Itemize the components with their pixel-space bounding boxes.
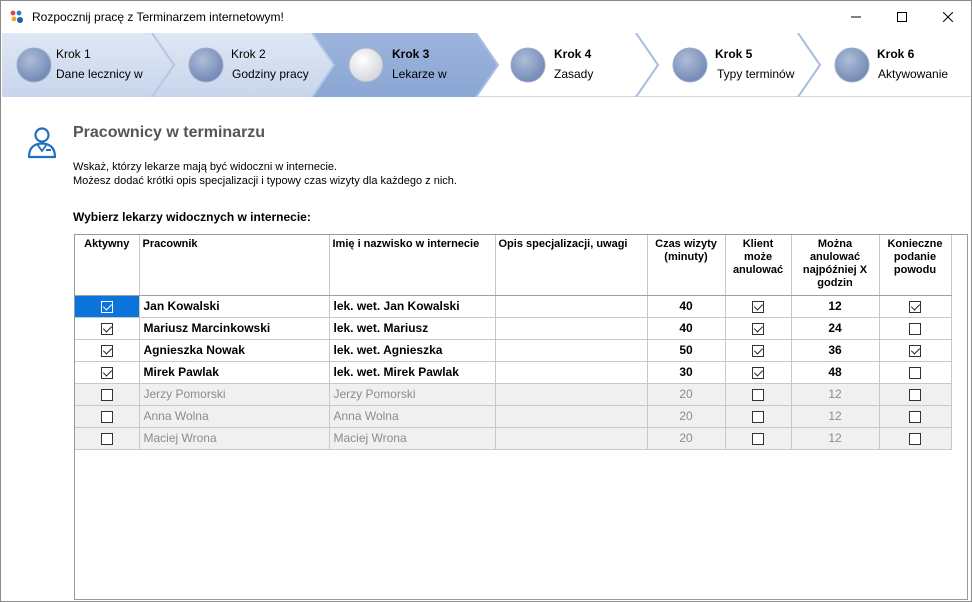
cell-description[interactable] (495, 427, 647, 449)
active-checkbox[interactable] (101, 411, 113, 423)
cell-cancel-hours[interactable]: 12 (791, 295, 879, 317)
cell-reason-required[interactable] (879, 405, 951, 427)
step-1-subtitle: Dane lecznicy w (56, 67, 143, 81)
cell-employee[interactable]: Jan Kowalski (139, 295, 329, 317)
step-2-circle-icon (188, 47, 224, 83)
close-icon (943, 12, 953, 22)
cell-description[interactable] (495, 383, 647, 405)
column-header-cancel-hours[interactable]: Można anulować najpóźniej X godzin (791, 235, 879, 295)
column-header-employee[interactable]: Pracownik (139, 235, 329, 295)
table-row[interactable] (75, 427, 951, 449)
cell-active[interactable] (75, 383, 139, 405)
cell-duration[interactable]: 50 (647, 339, 725, 361)
cell-active[interactable] (75, 339, 139, 361)
reason-required-checkbox[interactable] (909, 433, 921, 445)
can-cancel-checkbox[interactable] (752, 367, 764, 379)
step-3[interactable] (334, 33, 476, 97)
cell-online-name[interactable]: Jerzy Pomorski (329, 383, 495, 405)
can-cancel-checkbox[interactable] (752, 301, 764, 313)
active-checkbox[interactable] (101, 433, 113, 445)
cell-description[interactable] (495, 405, 647, 427)
cell-cancel-hours[interactable]: 12 (791, 383, 879, 405)
step-5-title: Krok 5 (715, 47, 753, 61)
cell-description[interactable] (495, 339, 647, 361)
cell-can-cancel[interactable] (725, 405, 791, 427)
window-title: Rozpocznij pracę z Terminarzem internetowym! (32, 10, 284, 24)
cell-employee[interactable]: Jerzy Pomorski (139, 383, 329, 405)
step-2-title: Krok 2 (231, 47, 266, 61)
step-4[interactable] (496, 33, 636, 97)
step-6-title: Krok 6 (877, 47, 915, 61)
description-line-1: Wskaż, którzy lekarze mają być widoczni w internecie. (73, 161, 338, 173)
cell-duration[interactable]: 40 (647, 317, 725, 339)
reason-required-checkbox[interactable] (909, 345, 921, 357)
active-checkbox[interactable] (101, 345, 113, 357)
page-title: Pracownicy w terminarzu (73, 124, 266, 141)
cell-reason-required[interactable] (879, 427, 951, 449)
cell-online-name[interactable]: lek. wet. Mirek Pawlak (329, 361, 495, 383)
cell-cancel-hours[interactable]: 12 (791, 427, 879, 449)
cell-active[interactable] (75, 361, 139, 383)
cell-description[interactable] (495, 361, 647, 383)
cell-employee[interactable]: Mariusz Marcinkowski (139, 317, 329, 339)
column-header-active[interactable]: Aktywny (75, 235, 139, 295)
cell-duration[interactable]: 40 (647, 295, 725, 317)
description-line-2: Możesz dodać krótki opis specjalizacji i typowy czas wizyty dla każdego z nich. (73, 175, 457, 187)
cell-active[interactable] (75, 295, 139, 317)
reason-required-checkbox[interactable] (909, 367, 921, 379)
active-checkbox[interactable] (101, 367, 113, 379)
step-1-title: Krok 1 (56, 47, 91, 61)
close-button[interactable] (925, 1, 971, 32)
reason-required-checkbox[interactable] (909, 389, 921, 401)
step-3-subtitle: Lekarze w (392, 67, 447, 81)
app-logo-icon (9, 9, 25, 25)
step-6-circle-icon (834, 47, 870, 83)
doctor-person-icon (25, 125, 59, 159)
cell-reason-required[interactable] (879, 361, 951, 383)
column-header-duration[interactable]: Czas wizyty (minuty) (647, 235, 725, 295)
step-5-circle-icon (672, 47, 708, 83)
table-row[interactable] (75, 361, 951, 383)
table-row[interactable] (75, 405, 951, 427)
cell-description[interactable] (495, 317, 647, 339)
column-header-reason-required[interactable]: Konieczne podanie powodu (879, 235, 951, 295)
maximize-icon (897, 12, 907, 22)
cell-can-cancel[interactable] (725, 427, 791, 449)
section-label: Wybierz lekarzy widocznych w internecie: (73, 210, 311, 224)
cell-can-cancel[interactable] (725, 295, 791, 317)
cell-online-name[interactable]: lek. wet. Agnieszka (329, 339, 495, 361)
can-cancel-checkbox[interactable] (752, 323, 764, 335)
cell-duration[interactable]: 20 (647, 427, 725, 449)
reason-required-checkbox[interactable] (909, 301, 921, 313)
cell-reason-required[interactable] (879, 317, 951, 339)
step-6[interactable] (820, 33, 970, 97)
table-row[interactable] (75, 339, 951, 361)
table-row[interactable] (75, 317, 951, 339)
column-header-can-cancel[interactable]: Klient może anulować (725, 235, 791, 295)
table-row[interactable] (75, 295, 951, 317)
step-2-subtitle: Godziny pracy (232, 67, 309, 81)
cell-active[interactable] (75, 317, 139, 339)
employees-table (75, 235, 952, 450)
cell-duration[interactable]: 30 (647, 361, 725, 383)
cell-can-cancel[interactable] (725, 317, 791, 339)
employees-grid[interactable] (74, 234, 968, 600)
step-4-circle-icon (510, 47, 546, 83)
step-5[interactable] (658, 33, 798, 97)
cell-online-name[interactable]: lek. wet. Jan Kowalski (329, 295, 495, 317)
cell-cancel-hours[interactable]: 36 (791, 339, 879, 361)
cell-online-name[interactable]: Anna Wolna (329, 405, 495, 427)
can-cancel-checkbox[interactable] (752, 433, 764, 445)
step-2[interactable] (174, 33, 314, 97)
minimize-icon (851, 12, 861, 22)
step-6-subtitle: Aktywowanie (878, 67, 949, 81)
active-checkbox[interactable] (101, 389, 113, 401)
cell-online-name[interactable]: lek. wet. Mariusz (329, 317, 495, 339)
wizard-steps (2, 33, 971, 97)
cell-description[interactable] (495, 295, 647, 317)
cell-employee[interactable]: Agnieszka Nowak (139, 339, 329, 361)
column-header-online-name[interactable]: Imię i nazwisko w internecie (329, 235, 495, 295)
step-3-title: Krok 3 (392, 47, 430, 61)
active-checkbox[interactable] (101, 323, 113, 335)
step-3-circle-icon (348, 47, 384, 83)
table-header-row (75, 235, 951, 295)
step-5-subtitle: Typy terminów (717, 67, 795, 81)
step-4-subtitle: Zasady (554, 67, 594, 81)
cell-active[interactable] (75, 427, 139, 449)
column-header-description[interactable]: Opis specjalizacji, uwagi (495, 235, 647, 295)
reason-required-checkbox[interactable] (909, 323, 921, 335)
cell-duration[interactable]: 20 (647, 405, 725, 427)
cell-cancel-hours[interactable]: 24 (791, 317, 879, 339)
cell-duration[interactable]: 20 (647, 383, 725, 405)
cell-can-cancel[interactable] (725, 361, 791, 383)
title-bar (1, 1, 971, 32)
minimize-button[interactable] (833, 1, 879, 32)
step-1-circle-icon (16, 47, 52, 83)
cell-reason-required[interactable] (879, 339, 951, 361)
cell-can-cancel[interactable] (725, 383, 791, 405)
cell-cancel-hours[interactable]: 48 (791, 361, 879, 383)
cell-employee[interactable]: Mirek Pawlak (139, 361, 329, 383)
cell-reason-required[interactable] (879, 295, 951, 317)
maximize-button[interactable] (879, 1, 925, 32)
can-cancel-checkbox[interactable] (752, 389, 764, 401)
can-cancel-checkbox[interactable] (752, 411, 764, 423)
step-4-title: Krok 4 (554, 47, 592, 61)
reason-required-checkbox[interactable] (909, 411, 921, 423)
active-checkbox[interactable] (101, 301, 113, 313)
cell-can-cancel[interactable] (725, 339, 791, 361)
cell-employee[interactable]: Maciej Wrona (139, 427, 329, 449)
cell-reason-required[interactable] (879, 383, 951, 405)
can-cancel-checkbox[interactable] (752, 345, 764, 357)
table-row[interactable] (75, 383, 951, 405)
step-1[interactable] (2, 33, 152, 97)
cell-online-name[interactable]: Maciej Wrona (329, 427, 495, 449)
cell-cancel-hours[interactable]: 12 (791, 405, 879, 427)
cell-employee[interactable]: Anna Wolna (139, 405, 329, 427)
cell-active[interactable] (75, 405, 139, 427)
